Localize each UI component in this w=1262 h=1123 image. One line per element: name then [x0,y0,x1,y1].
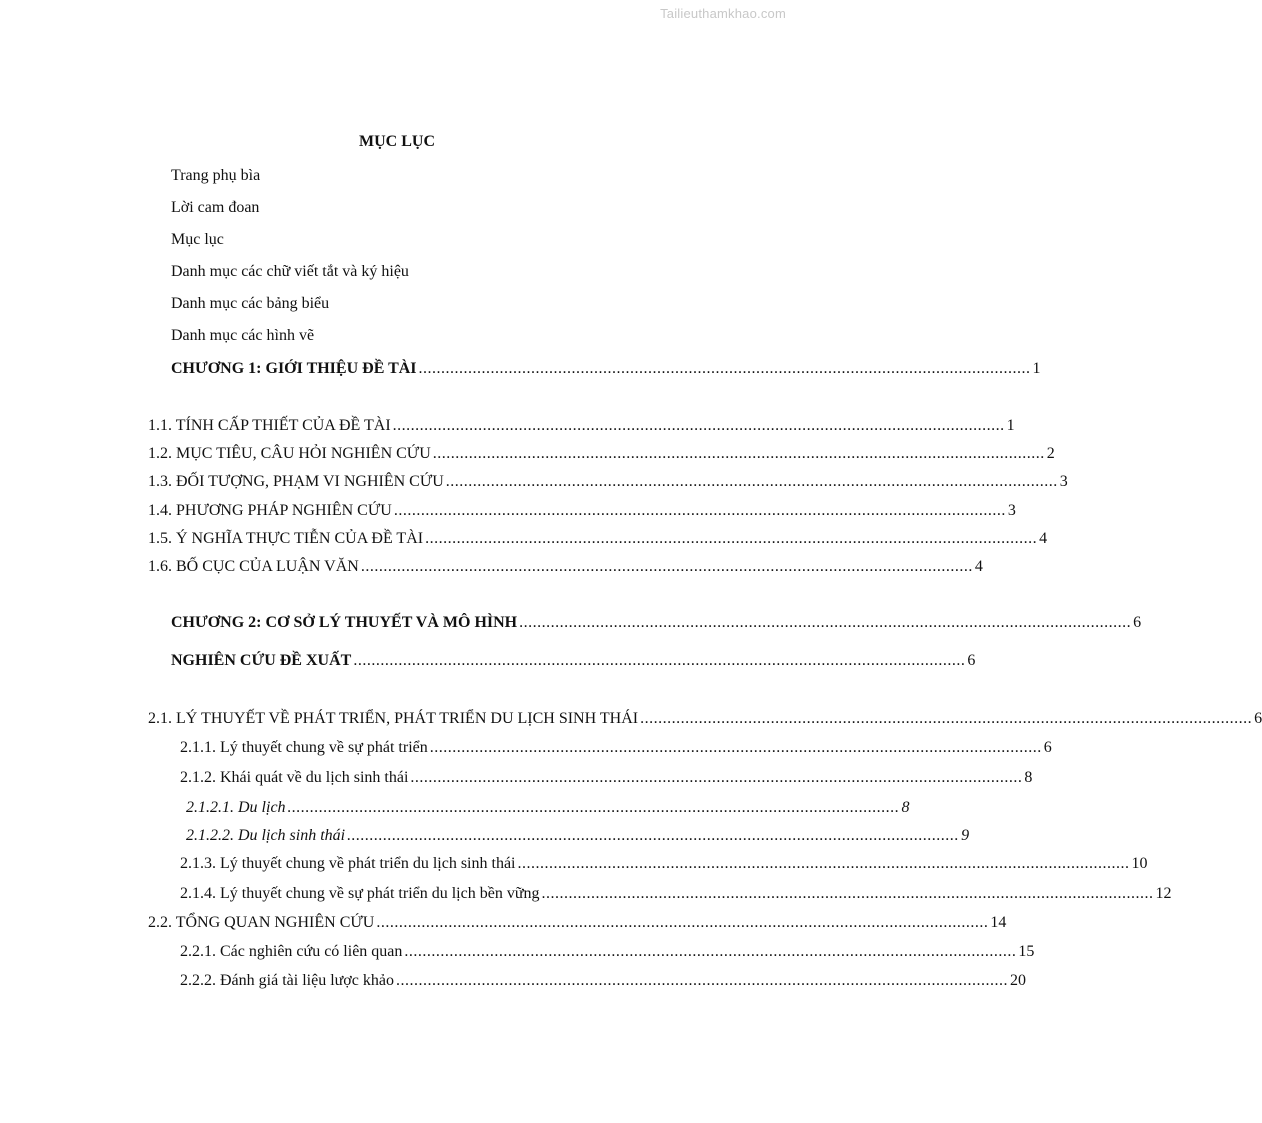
toc-page: 6 [1254,710,1262,727]
toc-entry-chapter-2 [171,614,1142,634]
toc-leader: ........................................................................................................................................ [287,799,900,816]
toc-leader: ........................................................................................................................................ [347,827,960,844]
toc-entry-2-2-2 [180,972,1026,992]
toc-label: 1.6. BỐ CỤC CỦA LUẬN VĂN [148,558,359,575]
toc-label: 1.1. TÍNH CẤP THIẾT CỦA ĐỀ TÀI [148,417,391,434]
toc-label: CHƯƠNG 1: GIỚI THIỆU ĐỀ TÀI [171,360,417,377]
toc-label: 2.1.3. Lý thuyết chung về phát triển du lịch sinh thái [180,855,516,872]
toc-page: 15 [1018,943,1035,960]
toc-page: 8 [901,799,910,816]
toc-entry-2-1-2 [180,769,1033,789]
toc-label: 2.1. LÝ THUYẾT VỀ PHÁT TRIỂN, PHÁT TRIỂN DU LỊCH SINH THÁI [148,710,639,727]
toc-entry-2-1-4 [180,885,1172,905]
toc-leader: ........................................................................................................................................ [640,710,1253,727]
toc-page: 6 [967,652,976,669]
watermark-text: Tailieuthamkhao.com [660,6,786,21]
toc-leader: ........................................................................................................................................ [541,885,1154,902]
toc-page: 9 [961,827,970,844]
toc-leader: ........................................................................................................................................ [425,530,1038,547]
toc-entry-1-5 [148,530,1048,550]
toc-entry-2-2-1 [180,943,1035,963]
toc-page: 6 [1043,739,1052,756]
toc-entry-2-1-1 [180,739,1052,759]
toc-entry-2-1-2-2 [186,827,970,847]
toc-page: 20 [1009,972,1026,989]
toc-entry-2-1-3 [180,855,1148,875]
toc-entry-chapter-1 [171,360,1041,380]
page-title: MỤC LỤC [359,133,435,150]
toc-entry-1-3 [148,473,1068,493]
toc-label: NGHIÊN CỨU ĐỀ XUẤT [171,652,352,669]
toc-leader: ........................................................................................................................................ [376,914,989,931]
toc-leader: ........................................................................................................................................ [418,360,1031,377]
front-item-abbreviations: Danh mục các chữ viết tắt và ký hiệu [171,263,409,280]
toc-entry-2-1 [148,710,1262,730]
toc-leader: ........................................................................................................................................ [353,652,966,669]
front-item-figures: Danh mục các hình vẽ [171,327,315,344]
toc-label: 2.1.2.1. Du lịch [186,799,286,816]
toc-leader: ........................................................................................................................................ [360,558,973,575]
toc-leader: ........................................................................................................................................ [519,614,1132,631]
toc-entry-chapter-2-cont [171,652,976,672]
toc-label: 1.5. Ý NGHĨA THỰC TIỄN CỦA ĐỀ TÀI [148,530,424,547]
toc-leader: ........................................................................................................................................ [395,972,1008,989]
toc-page: 8 [1024,769,1033,786]
toc-entry-1-4 [148,502,1016,522]
toc-entry-1-6 [148,558,983,578]
toc-page: 6 [1133,614,1142,631]
toc-entry-1-1 [148,417,1015,437]
toc-page: 1 [1006,417,1015,434]
toc-leader: ........................................................................................................................................ [445,473,1058,490]
toc-leader: ........................................................................................................................................ [517,855,1130,872]
toc-page: 1 [1032,360,1041,377]
toc-label: 2.2.2. Đánh giá tài liệu lược khảo [180,972,394,989]
toc-page: 10 [1131,855,1148,872]
toc-page: 4 [974,558,983,575]
front-item-cover: Trang phụ bìa [171,167,261,184]
toc-leader: ........................................................................................................................................ [392,417,1005,434]
toc-label: 2.1.2.2. Du lịch sinh thái [186,827,346,844]
toc-page: 14 [990,914,1007,931]
toc-leader: ........................................................................................................................................ [404,943,1017,960]
toc-leader: ........................................................................................................................................ [410,769,1023,786]
front-item-contents: Mục lục [171,231,224,248]
toc-label: 2.2. TỔNG QUAN NGHIÊN CỨU [148,914,375,931]
toc-entry-2-1-2-1 [186,799,910,819]
toc-label: 2.2.1. Các nghiên cứu có liên quan [180,943,403,960]
toc-label: 1.4. PHƯƠNG PHÁP NGHIÊN CỨU [148,502,392,519]
toc-leader: ........................................................................................................................................ [393,502,1006,519]
toc-label: CHƯƠNG 2: CƠ SỞ LÝ THUYẾT VÀ MÔ HÌNH [171,614,518,631]
toc-page: 2 [1046,445,1055,462]
toc-leader: ........................................................................................................................................ [429,739,1042,756]
front-item-tables: Danh mục các bảng biểu [171,295,330,312]
front-item-declaration: Lời cam đoan [171,199,260,216]
toc-entry-1-2 [148,445,1055,465]
toc-label: 2.1.4. Lý thuyết chung về sự phát triển du lịch bền vững [180,885,540,902]
toc-page: 3 [1059,473,1068,490]
toc-page: 12 [1155,885,1172,902]
toc-label: 2.1.1. Lý thuyết chung về sự phát triển [180,739,428,756]
toc-label: 1.3. ĐỐI TƯỢNG, PHẠM VI NGHIÊN CỨU [148,473,444,490]
toc-entry-2-2 [148,914,1007,934]
toc-leader: ........................................................................................................................................ [432,445,1045,462]
toc-label: 2.1.2. Khái quát về du lịch sinh thái [180,769,409,786]
toc-label: 1.2. MỤC TIÊU, CÂU HỎI NGHIÊN CỨU [148,445,431,462]
toc-page: 3 [1007,502,1016,519]
toc-page: 4 [1039,530,1048,547]
